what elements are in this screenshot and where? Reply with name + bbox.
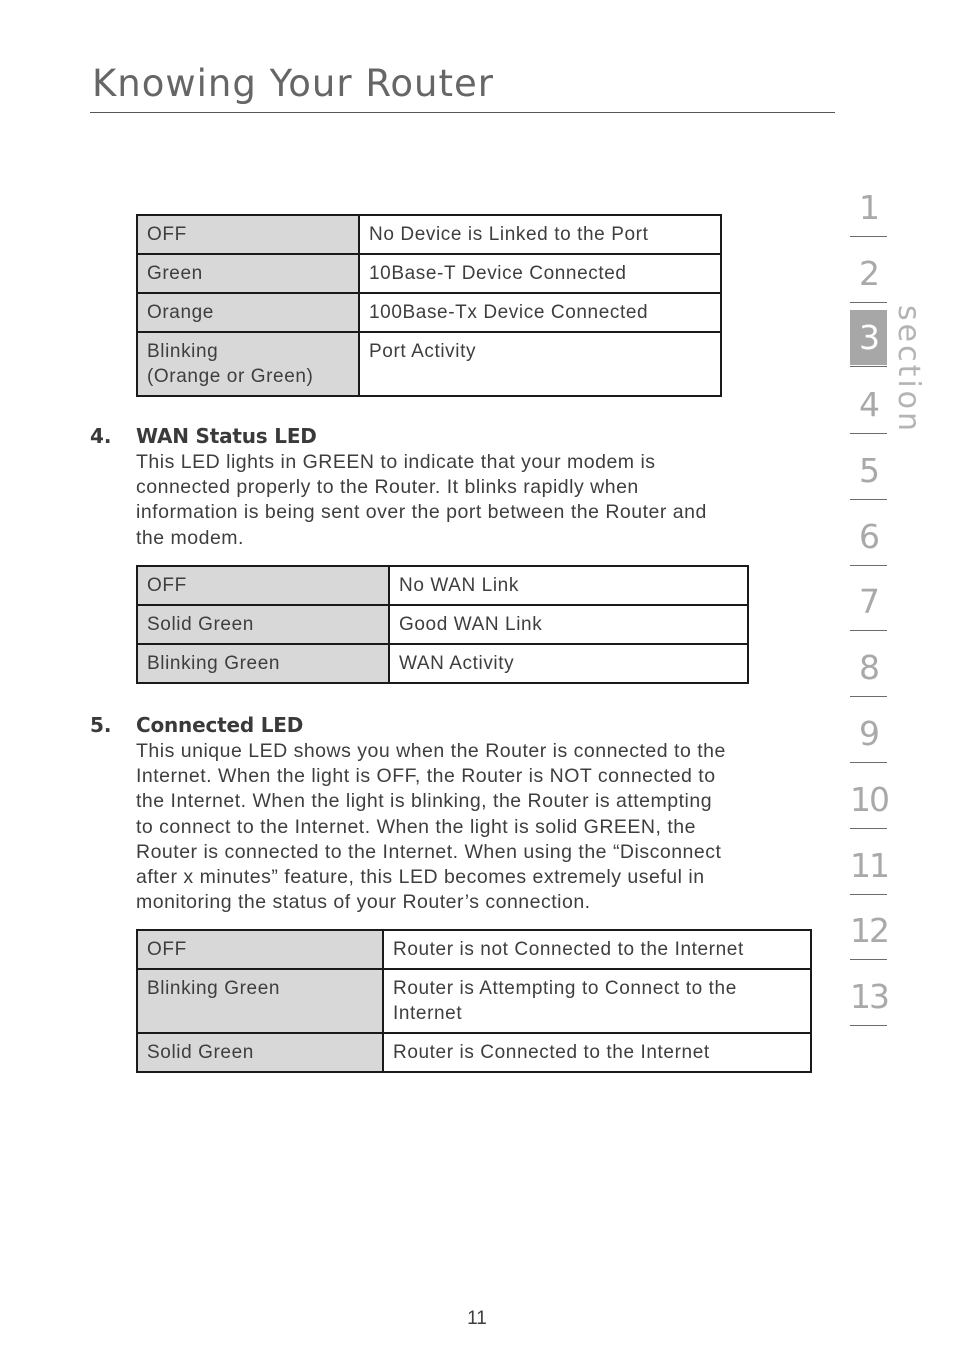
paragraph-line: to connect to the Internet. When the light is solid GREEN, the (136, 815, 696, 838)
meaning-cell: 10Base-T Device Connected (359, 254, 721, 293)
section-tab-5[interactable]: 5 (850, 443, 887, 498)
paragraph-line: connected properly to the Router. It blinks rapidly when (136, 476, 639, 499)
meaning-line: Internet (393, 1003, 463, 1024)
table-row (137, 930, 811, 969)
section-tab-12[interactable]: 12 (850, 903, 887, 958)
section-number: 4. (90, 424, 112, 448)
table-row (137, 566, 748, 605)
page-title: Knowing Your Router (92, 62, 494, 105)
state-cell: Orange (137, 293, 359, 332)
page-number: 11 (467, 1308, 487, 1329)
section-paragraph (136, 739, 816, 915)
section-tab-2[interactable]: 2 (850, 246, 887, 301)
section-heading: Connected LED (136, 713, 304, 737)
state-cell: Solid Green (137, 605, 389, 644)
paragraph-line: This LED lights in GREEN to indicate that your modem is (136, 451, 656, 473)
section-tab-4[interactable]: 4 (850, 377, 887, 432)
section-paragraph (136, 450, 816, 551)
section-tab-10[interactable]: 10 (850, 772, 887, 827)
meaning-cell: WAN Activity (389, 644, 748, 683)
section-tab-3[interactable]: 3 (850, 310, 887, 365)
meaning-cell: No WAN Link (389, 566, 748, 605)
wan-status-table (136, 565, 749, 684)
state-line: Blinking (147, 341, 219, 362)
state-cell: Blinking Green (137, 969, 383, 1033)
paragraph-line: Router is connected to the Internet. When using the “Disconnect (136, 840, 722, 863)
paragraph-line: This unique LED shows you when the Router is connected to the (136, 740, 726, 762)
section-tab-7[interactable]: 7 (850, 574, 887, 629)
section-heading: WAN Status LED (136, 424, 317, 448)
section-tab-9[interactable]: 9 (850, 706, 887, 761)
title-divider (90, 112, 835, 113)
table-row (137, 293, 721, 332)
table-row (137, 605, 748, 644)
section-tab-8[interactable]: 8 (850, 640, 887, 695)
state-line: (Orange or Green) (147, 366, 314, 387)
state-cell (137, 332, 359, 396)
paragraph-line: the Internet. When the light is blinking, the Router is attempting (136, 790, 713, 813)
meaning-cell: Port Activity (359, 332, 721, 396)
section-tab-6[interactable]: 6 (850, 509, 887, 564)
table-row (137, 644, 748, 683)
meaning-cell: Router is not Connected to the Internet (383, 930, 811, 969)
table-row (137, 1033, 811, 1072)
section-number: 5. (90, 713, 112, 737)
paragraph-line: the modem. (136, 526, 244, 549)
section-tab-11[interactable]: 11 (850, 838, 887, 893)
table-row (137, 215, 721, 254)
section-tab-1[interactable]: 1 (850, 180, 887, 235)
paragraph-line: after x minutes” feature, this LED becomes extremely useful in (136, 866, 705, 889)
section-label: section (891, 305, 926, 435)
state-cell: OFF (137, 566, 389, 605)
meaning-cell: No Device is Linked to the Port (359, 215, 721, 254)
meaning-cell: 100Base-Tx Device Connected (359, 293, 721, 332)
state-cell: Green (137, 254, 359, 293)
paragraph-line: monitoring the status of your Router’s connection. (136, 891, 591, 914)
state-cell: Solid Green (137, 1033, 383, 1072)
meaning-line: Router is Attempting to Connect to the (393, 978, 737, 999)
table-row (137, 254, 721, 293)
table-row (137, 969, 811, 1033)
port-status-table (136, 214, 722, 397)
paragraph-line: information is being sent over the port between the Router and (136, 501, 707, 524)
paragraph-line: Internet. When the light is OFF, the Router is NOT connected to (136, 765, 716, 788)
meaning-cell: Good WAN Link (389, 605, 748, 644)
connected-status-table (136, 929, 812, 1073)
meaning-cell: Router is Connected to the Internet (383, 1033, 811, 1072)
state-cell: Blinking Green (137, 644, 389, 683)
state-cell: OFF (137, 215, 359, 254)
table-row (137, 332, 721, 396)
section-tab-13[interactable]: 13 (850, 969, 887, 1024)
state-cell: OFF (137, 930, 383, 969)
meaning-cell (383, 969, 811, 1033)
